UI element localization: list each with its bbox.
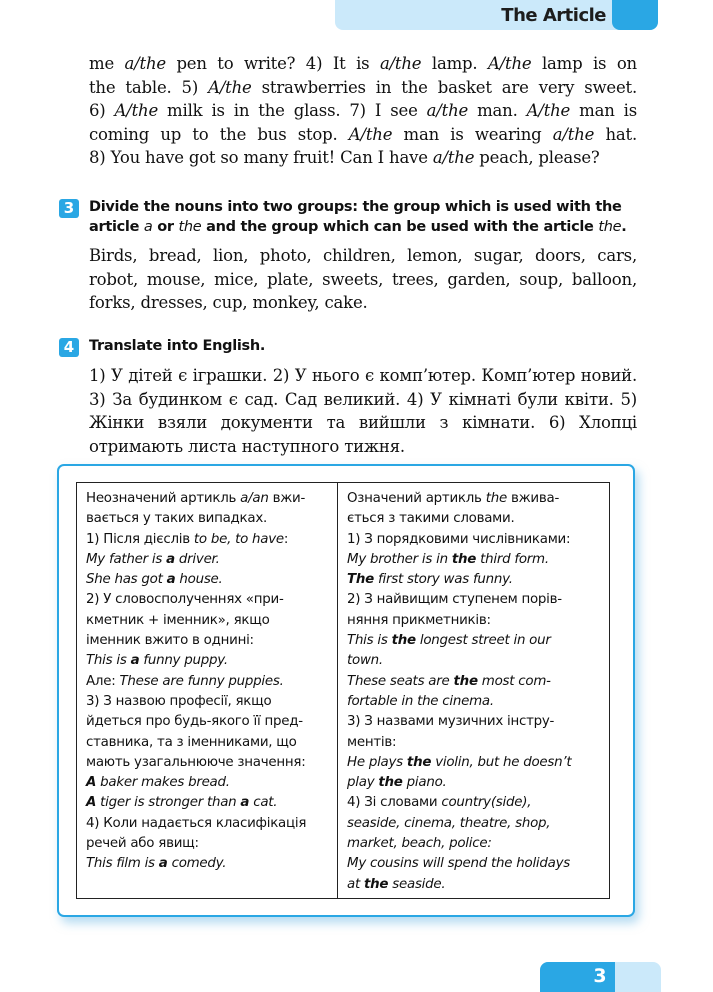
rule-example: country(side),	[441, 795, 532, 811]
rule-line	[86, 793, 329, 813]
article-choice: a/the	[432, 148, 475, 167]
article-choice: a/the	[426, 101, 469, 120]
rule-line	[86, 733, 329, 753]
indefinite-article-rules	[77, 483, 338, 898]
rule-example: cat.	[249, 795, 278, 811]
rule-text: ється з такими словами.	[347, 511, 515, 527]
article-choice: a/the	[124, 54, 166, 73]
rule-example: A	[86, 795, 97, 811]
definite-article-rules	[338, 483, 609, 898]
rule-example: My brother is in	[347, 551, 452, 567]
rule-example: the	[453, 673, 478, 689]
rule-example: town.	[347, 653, 383, 669]
rule-line	[86, 712, 329, 732]
exercise-text: pen to write? 4) It is	[165, 54, 380, 73]
rule-example: This film is	[86, 856, 159, 872]
rule-text: Означений артикль	[347, 491, 486, 506]
task-3-title-part: Divide the nouns into two groups: the group which is used with the article	[89, 199, 622, 235]
rule-line	[347, 692, 601, 712]
rule-text: 3) З назвами музичних інстру-	[347, 714, 555, 730]
rule-text: мають узагальнююче значення:	[86, 754, 306, 770]
rule-example: longest street in our	[415, 633, 551, 649]
exercise-text: man.	[468, 101, 527, 120]
rule-text: няння прикметників:	[347, 612, 491, 628]
task-3-body: Birds, bread, lion, photo, children, lemon, sugar, doors, cars, robot, mouse, mice, plate, sweets, trees, garden, soup, balloon, forks, dresses, cup, monkey, cake.	[89, 246, 637, 312]
task-4-body: 1) У дітей є іграшки. 2) У нього є комп’ютер. Комп’ютер новий. 3) За будинком є сад. Сад великий. 4) У кімнаті були квіти. 5) Жінки взяли документи та вийшли з кімнати. 6) Хлопці отримають листа наступного тижня.	[89, 366, 637, 456]
rule-line	[347, 753, 601, 773]
article-choice: A/the	[114, 101, 159, 120]
rule-line	[86, 489, 329, 509]
exercise-text: peach, please?	[474, 148, 600, 167]
task-3-title-part: a	[143, 219, 153, 235]
header-accent-block	[612, 0, 658, 30]
exercise-text: strawberries in the basket are very sweet.	[251, 77, 637, 97]
rule-example: fortable in the cinema.	[347, 693, 494, 709]
rule-example: tiger is stronger than	[96, 795, 241, 811]
rule-text: 3) З назвою професії, якщо	[86, 693, 272, 709]
rule-line	[347, 631, 601, 651]
rule-line	[347, 733, 601, 753]
rule-line	[86, 773, 329, 793]
rule-text: речей або явищ:	[86, 836, 199, 852]
rule-line	[86, 570, 329, 590]
rule-line	[347, 590, 601, 610]
rule-example: a	[130, 653, 140, 669]
rule-text: :	[283, 531, 289, 547]
rule-line	[86, 692, 329, 712]
article-choice: A/the	[208, 77, 252, 97]
exercise-line	[89, 146, 637, 170]
chapter-title: The Article	[501, 5, 606, 26]
rule-example: My cousins will spend the holidays	[347, 856, 570, 872]
exercise-text: hat.	[594, 124, 637, 144]
rule-line	[347, 712, 601, 732]
rule-text: вається у таких випадках.	[86, 511, 268, 527]
rule-text: Але:	[86, 673, 120, 689]
exercise-text: lamp.	[421, 54, 488, 73]
exercise-text: me	[89, 54, 125, 73]
exercise-line	[89, 123, 637, 147]
rule-example: the	[363, 876, 389, 892]
task-4-title: Translate into English.	[89, 338, 266, 354]
rule-example: house.	[175, 572, 223, 588]
exercise-continuation	[89, 52, 637, 170]
rule-line	[347, 509, 601, 529]
exercise-text: 8) You have got so many fruit! Can I have	[89, 148, 433, 167]
rule-text: 1) Після дієслів	[86, 531, 194, 547]
rule-line	[86, 611, 329, 631]
article-choice: a/the	[552, 124, 595, 144]
task-3-title-part: .	[621, 219, 627, 235]
rule-line	[86, 854, 329, 874]
exercise-text: the table. 5)	[89, 77, 209, 97]
rule-example: market, beach, police:	[347, 836, 492, 852]
exercise-line	[89, 76, 637, 100]
rule-example: a	[166, 572, 176, 588]
exercise-text: man is wearing	[392, 124, 553, 144]
rule-example: This is	[347, 633, 392, 649]
article-choice: a/the	[379, 54, 422, 73]
rule-line	[347, 530, 601, 550]
header-tab	[335, 0, 658, 30]
rule-example: play	[347, 775, 379, 791]
rule-text: 4) Зі словами	[347, 795, 442, 811]
rules-table	[76, 482, 610, 899]
rule-example: She has got	[86, 572, 167, 588]
exercise-line	[89, 99, 637, 123]
rule-example: the	[451, 551, 477, 567]
rule-example: seaside, cinema, theatre, shop,	[347, 815, 551, 831]
article-choice: A/the	[487, 54, 532, 73]
exercise-text: milk is in the glass. 7) I see	[158, 101, 427, 120]
rule-line	[347, 550, 601, 570]
task-3-title-part: and the group which can be used with the article	[201, 219, 599, 235]
rule-text: іменник вжито в однині:	[86, 633, 254, 649]
rule-example: funny puppy.	[139, 653, 228, 669]
rule-example: comedy.	[167, 856, 227, 872]
rule-example: baker makes bread.	[96, 775, 230, 791]
rule-example: violin, but he doesn’t	[431, 754, 572, 770]
rule-line	[86, 530, 329, 550]
rule-line	[347, 834, 601, 854]
rule-example: He plays	[347, 754, 407, 770]
exercise-text: coming up to the bus stop.	[89, 124, 349, 144]
rule-example: the	[485, 491, 507, 506]
rule-text: 1) З порядковими числівниками:	[347, 531, 571, 547]
task-3-title-part: or	[152, 219, 179, 235]
rule-example: These seats are	[347, 673, 454, 689]
rule-line	[86, 814, 329, 834]
rule-example: the	[391, 633, 416, 649]
rule-example: at	[347, 876, 364, 892]
rule-example: the	[406, 754, 432, 770]
rule-line	[86, 631, 329, 651]
exercise-text: man is	[570, 101, 637, 120]
rule-line	[347, 570, 601, 590]
rule-line	[347, 651, 601, 671]
rule-line	[347, 875, 601, 895]
rule-example: the	[378, 775, 403, 791]
rule-line	[86, 590, 329, 610]
rule-line	[347, 489, 601, 509]
task-3-number: 3	[59, 199, 79, 218]
exercise-text: lamp is on	[531, 54, 637, 73]
exercise-line	[89, 52, 637, 76]
rule-example: driver.	[174, 551, 220, 567]
article-choice: A/the	[526, 101, 571, 120]
rule-example: most com-	[477, 673, 551, 689]
task-3-title	[89, 197, 637, 237]
rule-example: first story was funny.	[374, 572, 513, 588]
rule-text: вжива-	[506, 491, 560, 506]
rule-line	[86, 509, 329, 529]
rule-example: This is	[86, 653, 131, 669]
rule-line	[347, 672, 601, 692]
rule-example: The	[347, 572, 375, 588]
exercise-text: 6)	[89, 101, 115, 120]
article-choice: A/the	[348, 124, 393, 144]
rule-example: piano.	[402, 775, 447, 791]
rule-line	[347, 854, 601, 874]
rule-line	[347, 611, 601, 631]
rule-text: 2) З найвищим ступенем порів-	[347, 592, 562, 608]
rule-text: 4) Коли надається класифікація	[86, 815, 307, 831]
page-number: 3	[593, 965, 607, 987]
rule-example: These are funny puppies.	[119, 673, 284, 689]
rule-line	[86, 834, 329, 854]
task-3-title-part: the	[598, 219, 622, 235]
rule-example: a	[158, 856, 168, 872]
rule-text: вжи-	[268, 491, 306, 506]
rule-example: a	[240, 795, 250, 811]
rule-text: кметник + іменник», якщо	[86, 612, 270, 628]
rule-example: a	[166, 551, 175, 567]
rule-line	[86, 651, 329, 671]
rule-line	[347, 773, 601, 793]
task-4-number: 4	[59, 338, 79, 357]
rule-text: ментів:	[347, 734, 397, 750]
rule-example: My father is	[86, 551, 167, 567]
rule-text: Неозначений артикль	[86, 491, 241, 506]
rule-line	[86, 550, 329, 570]
rule-line	[86, 672, 329, 692]
rule-example: A	[86, 775, 97, 791]
rule-example: a/an	[240, 491, 269, 506]
task-3-title-part: the	[178, 219, 202, 235]
rule-line	[347, 814, 601, 834]
rule-text: йдеться про будь-якого її пред-	[86, 714, 303, 730]
rule-text: ставника, та з іменниками, що	[86, 734, 297, 750]
rule-example: third form.	[476, 551, 549, 567]
rule-example: to be, to have	[193, 531, 284, 547]
rule-example: seaside.	[388, 876, 446, 892]
rule-text: 2) У словосполученнях «при-	[86, 592, 284, 608]
rule-line	[86, 753, 329, 773]
rule-line	[347, 793, 601, 813]
